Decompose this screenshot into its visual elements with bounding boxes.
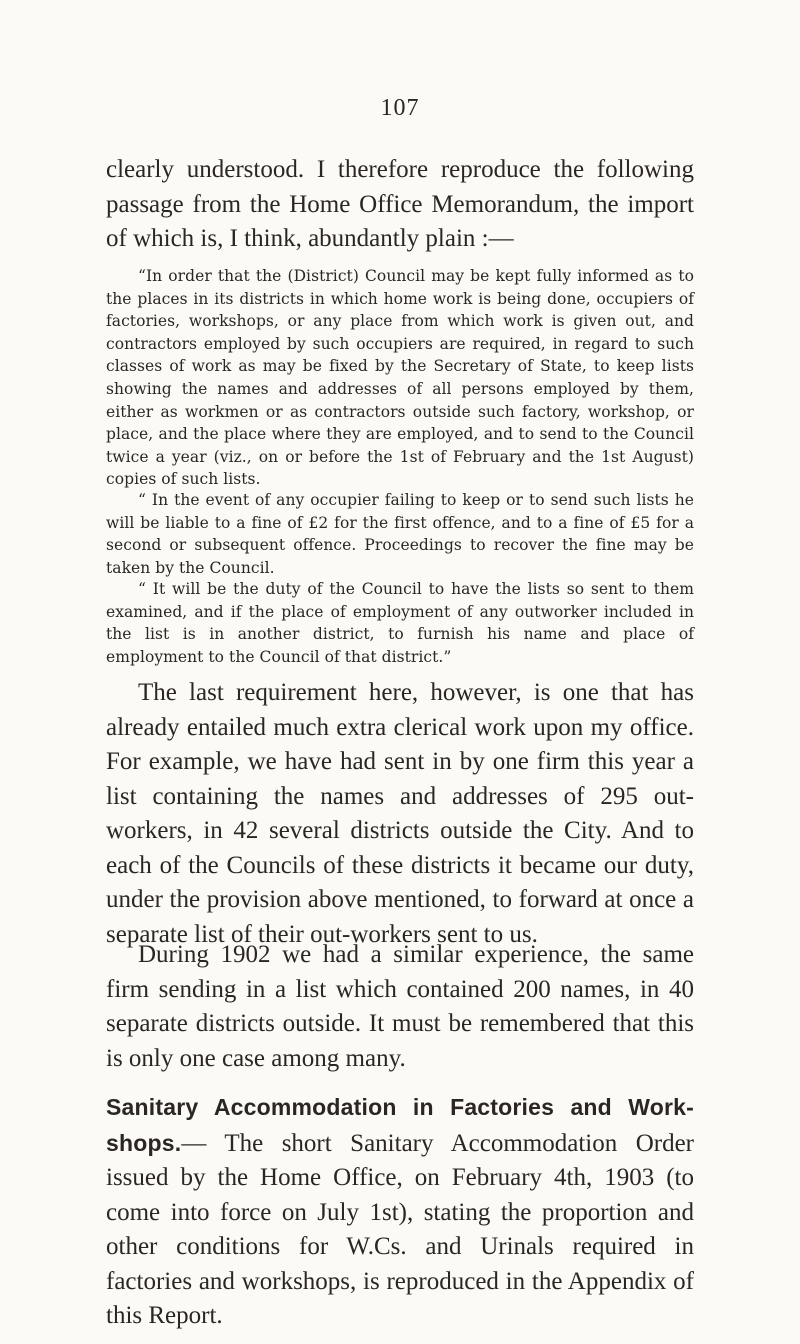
quote-paragraph-2: “ In the event of any occupier failing to keep or to send such lists he will be liable to a fine of £2 for the first offence, and to a fine of £5 for a second or subsequent offence. Proceedings to recover the fine may be taken by the Council. (106, 491, 694, 577)
intro-paragraph: clearly understood. I therefore reproduce the following passage from the Home Office Memorandum, the import of which is, I think, abundantly plain :— (106, 156, 694, 252)
quote-paragraph-3: “ It will be the duty of the Council to have the lists so sent to them examined, and if the place of employment of any outworker included in the list is in another district, to furnish his name and place of employment to the Council of that district.” (106, 580, 694, 666)
section-text: — The short Sanitary Accommodation Order issued by the Home Office, on February 4th, 1903 (to come into force on July 1st), stating the proportion and other conditions for W.Cs. and Urinals required in factories and workshops, is reproduced in the Appendix of this Report. (106, 1129, 694, 1329)
section-sanitary-accommodation (106, 1090, 694, 1334)
body-paragraph-last-requirement: The last requirement here, however, is one that has already entailed much extra clerical work upon my office. For example, we have had sent in by one firm this year a list containing the names and addresses of 295 out-workers, in 42 several districts outside the City. And to each of the Councils of these districts it became our duty, under the provision above mentioned, to forward at once a separate list of their out-workers sent to us. (106, 679, 694, 948)
quote-paragraph-1: “In order that the (District) Council may be kept fully informed as to the places in its districts in which home work is being done, occupiers of factories, workshops, or any place from which work is given out, and contractors employed by such occupiers are required, in regard to such classes of work as may be fixed by the Secretary of State, to keep lists showing the names and addresses of all persons employed by them, either as workmen or as contractors outside such factory, workshop, or place, and the place where they are employed, and to send to the Council twice a year (viz., on or before the 1st of February and the 1st August) copies of such lists. (106, 267, 694, 489)
section-heading: Sanitary Accommodation in Factories and Work-shops. (106, 1094, 694, 1156)
page-number: 107 (380, 95, 420, 121)
body-paragraph-1902: During 1902 we had a similar experience, the same firm sending in a list which contained 200 names, in 40 separate districts outside. It must be remembered that this is only one case among many. (106, 941, 694, 1072)
